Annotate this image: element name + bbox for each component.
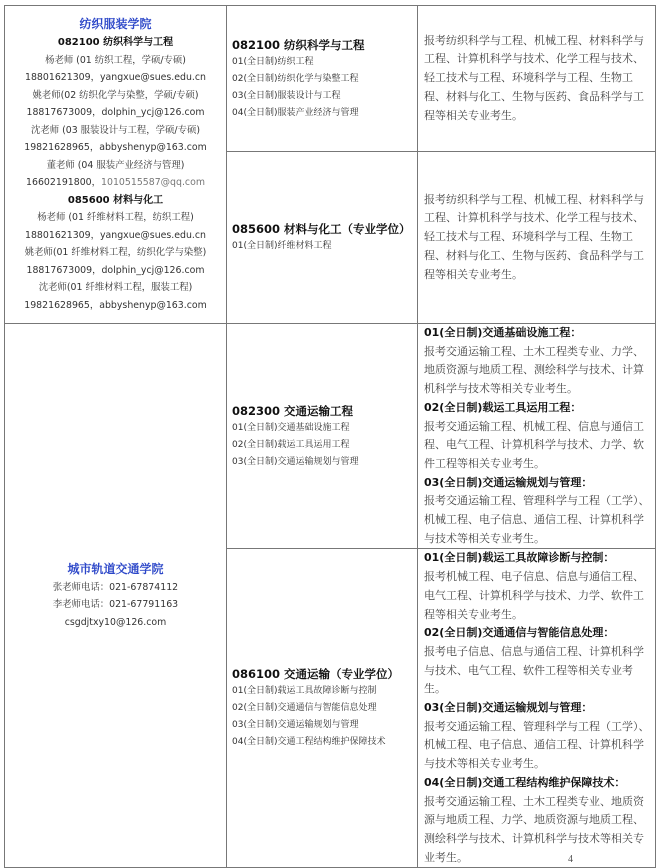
direction-item: 01(全日制)纺织工程 <box>232 56 314 67</box>
major-cell <box>227 324 418 549</box>
direction-item: 01(全日制)交通基础设施工程 <box>232 422 350 433</box>
major-title: 086100 交通运输（专业学位） <box>232 667 400 682</box>
requirement-text: 报考机械工程、电子信息、信息与通信工程、电气工程、计算机科学与技术、力学、软件工程等相关专业考生。 <box>424 570 644 621</box>
direction-item: 01(全日制)纤维材料工程 <box>232 241 332 251</box>
major-cell <box>227 6 418 152</box>
contact-line: 杨老师 (01 纺织工程，学硕/专硕) <box>45 54 186 66</box>
requirement-text: 报考纺织科学与工程、机械工程、材料科学与工程、计算机科学与技术、化学工程与技术、轻工技术与工程、环境科学与工程、生物工程、材料与化工、生物与医药、食品科学与工程等相关专业考生。 <box>424 33 644 122</box>
requirement-text: 报考交通运输工程、管理科学与工程（工学）、机械工程、电子信息、通信工程、计算机科学与技术等相关专业考生。 <box>424 494 650 545</box>
page-number: 4 <box>568 854 573 865</box>
contact-line: 姚老师(02 纺织化学与染整，学硕/专硕) <box>32 89 199 101</box>
contact-line: 杨老师 (01 纤维材料工程，纺织工程) <box>37 212 194 223</box>
requirement-heading: 02(全日制)载运工具运用工程： <box>424 400 582 414</box>
direction-item: 03(全日制)服装设计与工程 <box>232 90 341 101</box>
direction-item: 03(全日制)交通运输规划与管理 <box>232 720 359 731</box>
contact-major-heading: 082100 纺织科学与工程 <box>57 37 174 48</box>
major-cell <box>227 549 418 868</box>
direction-item: 01(全日制)载运工具故障诊断与控制 <box>232 686 377 697</box>
requirement-text: 报考交通运输工程、土木工程类专业、地质资源与地质工程、力学、地质资源与地质工程、测绘科学与技术、计算机科学与技术等相关专业考生。 <box>424 794 644 864</box>
major-title: 082100 纺织科学与工程 <box>232 37 365 52</box>
contact-line: 李老师电话：021-67791163 <box>52 599 179 611</box>
direction-item: 04(全日制)服装产业经济与管理 <box>232 107 359 118</box>
requirement-heading: 01(全日制)交通基础设施工程： <box>424 326 582 339</box>
requirement-heading: 02(全日制)交通通信与智能信息处理： <box>424 626 615 640</box>
requirement-heading: 03(全日制)交通运输规划与管理： <box>424 701 593 715</box>
admissions-table <box>4 5 656 868</box>
contact-line: 18801621309，yangxue@sues.edu.cn <box>25 229 206 241</box>
requirement-cell <box>418 152 656 324</box>
requirement-text: 报考交通运输工程、土木工程类专业、力学、地质资源与地质工程、测绘科学与技术、计算机科学与技术等相关专业考生。 <box>424 344 644 396</box>
college-name: 纺织服装学院 <box>79 17 152 31</box>
table-row <box>5 6 656 152</box>
requirement-heading: 03(全日制)交通运输规划与管理： <box>424 475 593 489</box>
contact-line: csgdjtxy10@126.com <box>64 616 167 628</box>
college-cell <box>5 324 227 868</box>
requirement-cell <box>418 6 656 152</box>
contact-line: 姚老师(01 纤维材料工程，纺织化学与染整) <box>24 247 207 258</box>
direction-item: 02(全日制)载运工具运用工程 <box>232 439 350 450</box>
table-row <box>5 324 656 549</box>
contact-line: 19821628965，abbyshenyp@163.com <box>24 142 207 153</box>
college-cell <box>5 6 227 324</box>
direction-item: 03(全日制)交通运输规划与管理 <box>232 456 359 467</box>
requirement-text: 报考电子信息、信息与通信工程、计算机科学与技术、电气工程、软件工程等相关专业考生。 <box>424 644 644 696</box>
requirement-text: 报考交通运输工程、机械工程、信息与通信工程、电气工程、计算机科学与技术、力学、软件工程等相关专业考生。 <box>424 419 644 470</box>
requirement-text: 报考交通运输工程、管理科学与工程（工学）、机械工程、电子信息、通信工程、计算机科学与技术等相关专业考生。 <box>424 719 650 771</box>
contact-line: 董老师 (04 服装产业经济与管理) <box>46 159 185 171</box>
requirement-heading: 04(全日制)交通工程结构维护保障技术： <box>424 775 626 789</box>
contact-line: 沈老师(01 纤维材料工程，服装工程) <box>38 282 193 293</box>
contact-line: 18817673009，dolphin_ycj@126.com <box>26 107 205 118</box>
requirement-cell <box>418 324 656 549</box>
contact-list <box>5 34 226 314</box>
college-name: 城市轨道交通学院 <box>67 561 164 576</box>
direction-item: 04(全日制)交通工程结构维护保障技术 <box>232 737 386 748</box>
major-title: 082300 交通运输工程 <box>232 403 354 418</box>
contact-major-heading: 085600 材料与化工 <box>67 194 164 206</box>
requirement-block <box>418 324 655 548</box>
contact-line: 16602191800，1010515587@qq.com <box>26 177 205 188</box>
direction-item: 02(全日制)纺织化学与染整工程 <box>232 73 359 84</box>
contact-line: 19821628965，abbyshenyp@163.com <box>24 299 207 311</box>
requirement-text: 报考纺织科学与工程、机械工程、材料科学与工程、计算机科学与技术、化学工程与技术、轻工技术与工程、环境科学与工程、生物工程、材料与化工、生物与医药、食品科学与工程等相关专业考生。 <box>424 192 644 281</box>
requirement-heading: 01(全日制)载运工具故障诊断与控制： <box>424 551 615 565</box>
contact-line: 张老师电话：021-67874112 <box>52 581 179 593</box>
major-cell <box>227 152 418 324</box>
major-title: 085600 材料与化工（专业学位） <box>232 222 411 236</box>
direction-item: 02(全日制)交通通信与智能信息处理 <box>232 703 377 714</box>
contact-line: 18801621309，yangxue@sues.edu.cn <box>25 72 206 83</box>
contact-line: 18817673009，dolphin_ycj@126.com <box>26 264 205 276</box>
contact-line: 沈老师 (03 服装设计与工程，学硕/专硕) <box>31 124 200 136</box>
requirement-block <box>418 549 655 867</box>
contact-email: 1010515587@qq.com <box>101 177 205 188</box>
requirement-cell <box>418 549 656 868</box>
